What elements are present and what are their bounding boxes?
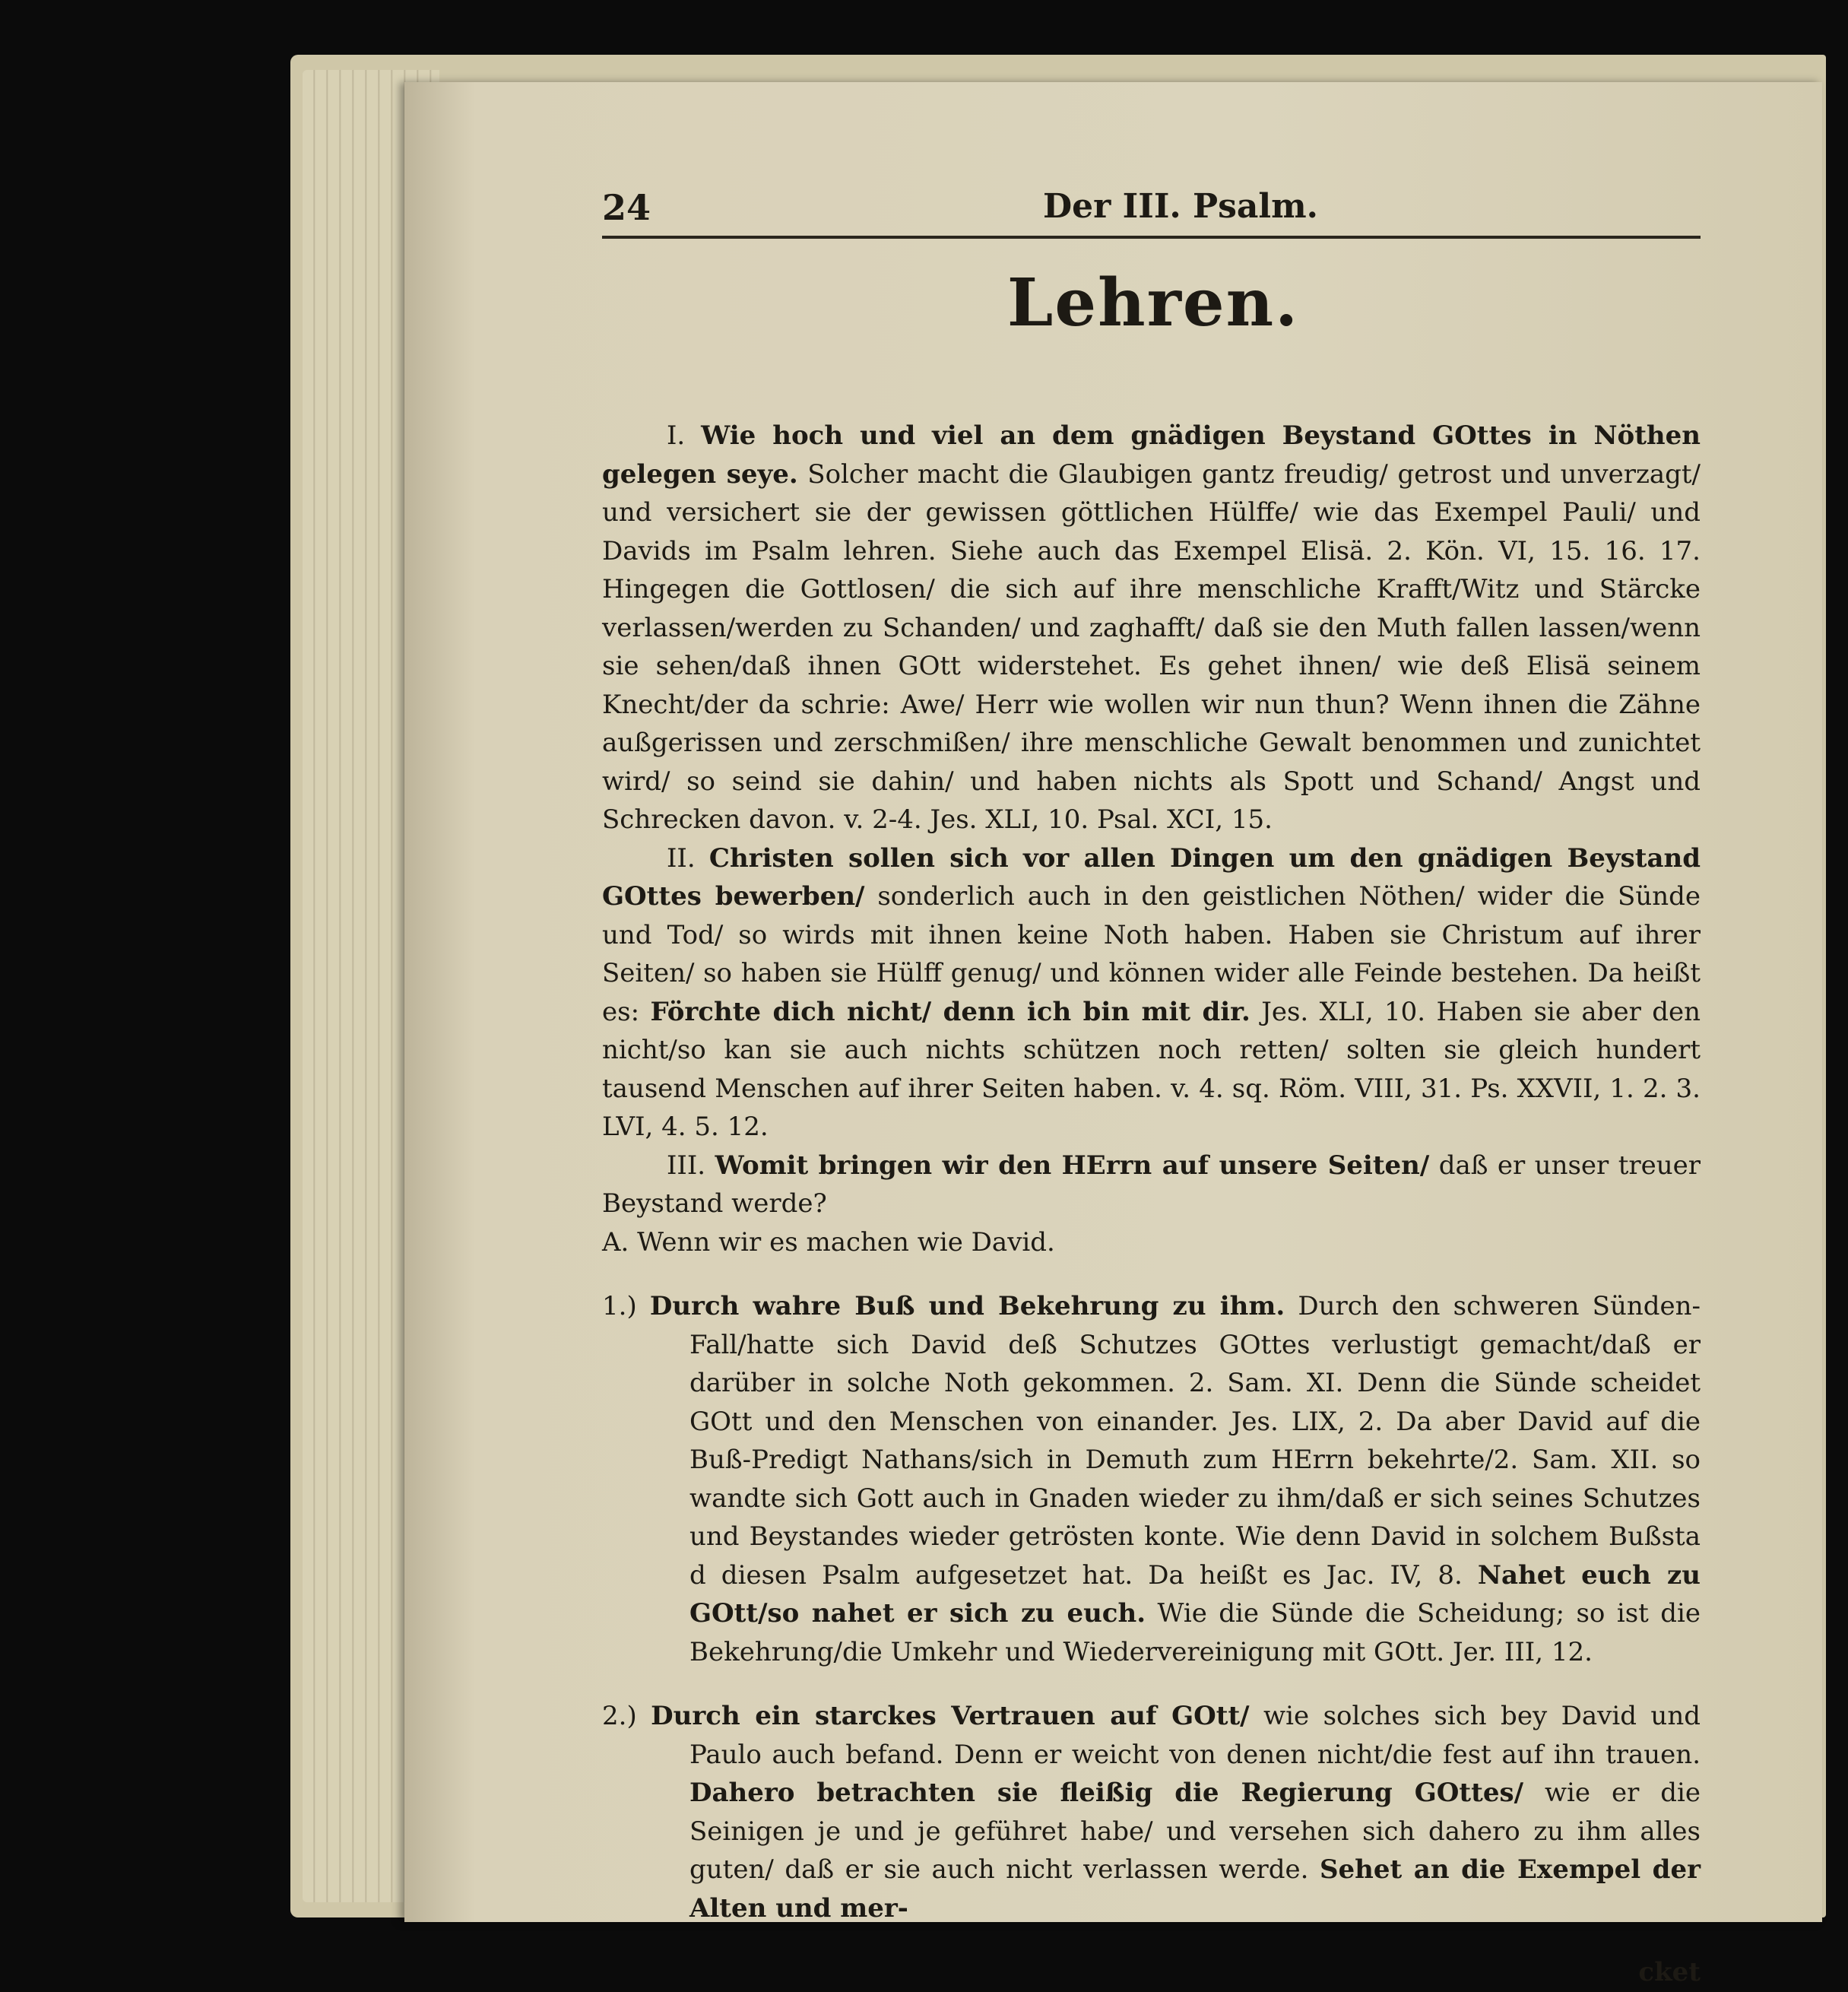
book-page (404, 82, 1822, 1987)
lesson-quote: Förchte dich nicht/ denn ich bin mit dir. (650, 996, 1250, 1027)
point-text-continued: Wie die Sünde die Scheidung; so ist die Bekehrung/die Umkehr und Wiedervereinigung mit GOtt. Jer. III, 12. (689, 1598, 1701, 1667)
lesson-text: Solcher macht die Glaubigen gantz freudig/ getrost und unverzagt/ und versichert sie der gewissen göttlichen Hülffe/ wie das Exempel Pauli/ und Davids im Psalm lehren. Siehe auch das Exempel Elisä. 2. Kön. VI, 15. 16. 17. Hingegen die Gottlosen/ die sich auf ihre menschliche Krafft/Witz und Stärcke verlassen/werden zu Schanden/ und zaghafft/ daß sie den Muth fallen lassen/wenn sie sehen/daß ihnen GOtt widerstehet. Es gehet ihnen/ wie deß Elisä seinem Knecht/der da schrie: Awe/ Herr wie wollen wir nun thun? Wenn ihnen die Zähne außgerissen und zerschmißen/ ihre menschliche Gewalt benommen und zunichtet wird/ so seind sie dahin/ und haben nichts als Spott und Schand/ Angst und Schrecken davon. v. 2-4. Jes. XLI, 10. Psal. XCI, 15. (602, 458, 1701, 835)
lesson-title: Wie hoch und viel an dem gnädigen Beystand GOttes in Nöthen gelegen seye. (602, 420, 1701, 490)
lesson-3 (602, 1147, 1701, 1223)
point-quote-final: Sehet an die Exempel der Alten und mer- (689, 1854, 1701, 1924)
point-text-continued: wie er die Seinigen je und je geführet habe/ und versehen sich dahero zu ihm alles guten/ daß er sie auch nicht verlassen werde. (689, 1778, 1701, 1885)
lesson-title: Womit bringen wir den HErrn auf unsere Seiten/ (715, 1150, 1430, 1181)
point-2 (602, 1697, 1701, 1927)
answer: A. Wenn wir es machen wie David. (602, 1226, 1055, 1258)
page-number: 24 (602, 187, 651, 228)
lesson-text: daß er unser treuer Beystand werde? (602, 1150, 1701, 1219)
body-text (602, 417, 1701, 1992)
header-rule (602, 236, 1701, 239)
point-number: 2.) (602, 1701, 637, 1731)
point-title: Durch ein starckes Vertrauen auf GOtt/ (651, 1701, 1250, 1731)
point-text: Durch den schweren Sünden-Fall/hatte sich David deß Schutzes GOttes verlustigt gemacht/daß er darüber in solche Noth gekommen. 2. Sam. XI. Denn die Sünde scheidet GOtt und den Menschen von einander. Jes. LIX, 2. Da aber David auf die Buß-Predigt Nathans/sich in Demuth zum HErrn bekehrte/2. Sam. XII. so wandte sich Gott auch in Gnaden wieder zu ihm/daß er sich seines Schutzes und Beystandes wieder getrösten konte. Wie denn David in solchem Bußsta d diesen Psalm aufgesetzet hat. Da heißt es Jac. IV, 8. (689, 1291, 1701, 1591)
lesson-text: sonderlich auch in den geistlichen Nöthen/ wider die Sünde und Tod/ so wirds mit ihnen keine Noth haben. Haben sie Christum auf ihrer Seiten/ so haben sie Hülff genug/ und können wider alle Feinde bestehen. Da heißt es: (602, 881, 1701, 1027)
lesson-number: III. (667, 1150, 706, 1181)
point-quote: Dahero betrachten sie fleißig die Regierung GOttes/ (689, 1778, 1524, 1808)
point-title: Durch wahre Buß und Bekehrung zu ihm. (649, 1291, 1285, 1321)
page-content (572, 181, 1735, 1987)
lesson-1 (602, 417, 1701, 839)
page-header (572, 181, 1735, 234)
point-number: 1.) (602, 1291, 637, 1321)
catchword: cket (1638, 1957, 1701, 1987)
point-quote: Nahet euch zu GOtt/so nahet er sich zu euch. (689, 1559, 1701, 1629)
running-title: Der III. Psalm. (1043, 187, 1318, 226)
section-heading: Lehren. (1006, 265, 1300, 341)
lesson-number: II. (667, 842, 696, 874)
point-text: wie solches sich bey David und Paulo auch befand. Denn er weicht von denen nicht/die fest auf ihn trauen. (689, 1701, 1701, 1770)
lesson-2 (602, 839, 1701, 1147)
point-1 (602, 1287, 1701, 1671)
lesson-title: Christen sollen sich vor allen Dingen um den gnädigen Beystand GOttes bewerben/ (602, 842, 1701, 912)
lesson-text-continued: Jes. XLI, 10. Haben sie aber den nicht/so kan sie auch nichts schützen noch retten/ solten sie gleich hundert tausend Menschen auf ihrer Seiten haben. v. 4. sq. Röm. VIII, 31. Ps. XXVII, 1. 2. 3. LVI, 4. 5. 12. (602, 996, 1701, 1142)
lesson-number: I. (667, 420, 686, 451)
